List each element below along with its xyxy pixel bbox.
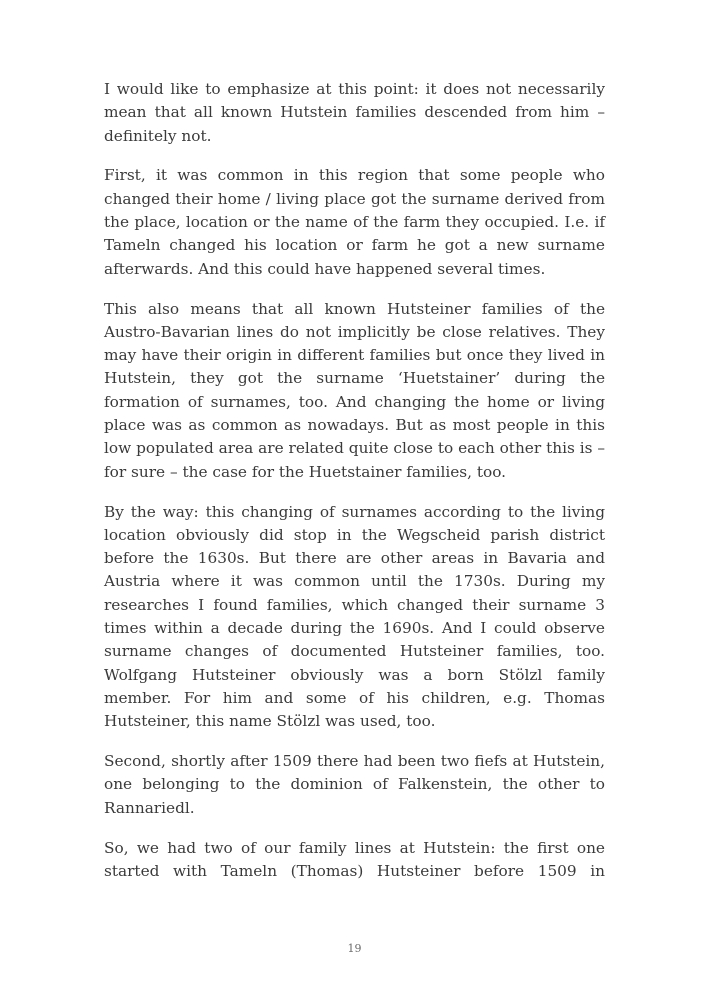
paragraph-family-lines: So, we had two of our family lines at Hutstein: the first one started with Tameln (Thomas) Hutsteiner before 1509 in [104,838,605,880]
paragraph-emphasis: I would like to emphasize at this point: it does not necessarily mean that all known Hutstein families descended from him – definitely not. [104,80,605,145]
paragraph-second: Second, shortly after 1509 there had been two fiefs at Hutstein, one belonging to the dominion of Falkenstein, the other to Rannariedl. [104,752,605,817]
paragraph-relatives: This also means that all known Hutsteiner families of the Austro-Bavarian lines do not implicitly be close relatives. They may have their origin in different families but once they lived in Hutstein, they got the surname ‘Huetstainer’ during the formation of surnames, too. And changing the home or living place was as common as nowadays. But as most people in this low populated area are related quite close to each other this is – for sure – the case for the Huetstainer families, too. [104,299,605,481]
paragraph-surname-changes: By the way: this changing of surnames according to the living location obviously did stop in the Wegscheid parish district before the 1630s. But there are other areas in Bavaria and Austria where it was common until the 1730s. During my researches I found families, which changed their surname 3 times within a decade during the 1690s. And I could observe surname changes of documented Hutsteiner families, too. Wolfgang Hutsteiner obviously was a born Stölzl family member. For him and some of his children, e.g. Thomas Hutsteiner, this name Stölzl was used, too. [104,502,605,731]
page-number: 19 [347,942,362,955]
paragraph-first: First, it was common in this region that some people who changed their home / living place got the surname derived from the place, location or the name of the farm they occupied. I.e. if Tameln changed his location or farm he got a new surname afterwards. And this could have happened several times. [104,166,605,278]
body-text [104,78,605,900]
